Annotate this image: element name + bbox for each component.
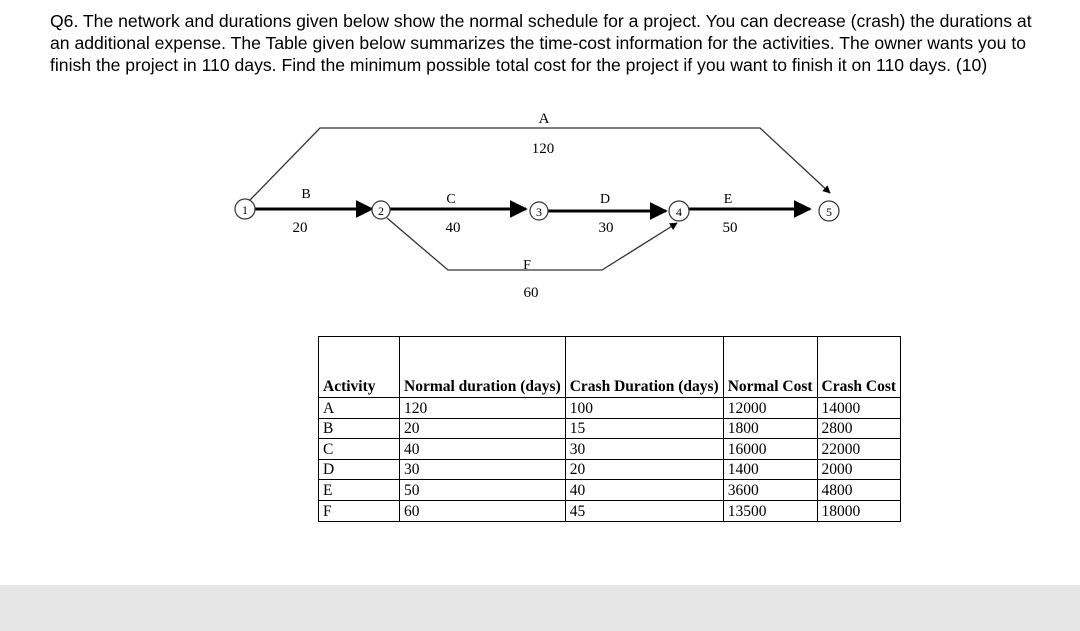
time-cost-table xyxy=(318,336,901,522)
activity-A-duration: 120 xyxy=(531,141,555,157)
table-row xyxy=(319,418,901,439)
cell-normal-cost: 3600 xyxy=(723,480,817,501)
cell-activity: D xyxy=(319,459,400,480)
cell-crash-cost: 22000 xyxy=(817,439,901,460)
cell-normal-cost: 13500 xyxy=(723,500,817,521)
activity-F-label: F xyxy=(523,258,531,273)
activity-E-label: E xyxy=(723,192,733,207)
cell-crash-duration: 20 xyxy=(565,459,723,480)
cell-normal-duration: 120 xyxy=(400,398,566,419)
svg-text:5: 5 xyxy=(826,205,832,219)
footer-bar xyxy=(0,585,1080,631)
node-4 xyxy=(669,201,689,221)
cell-normal-cost: 16000 xyxy=(723,439,817,460)
activity-B-duration: 20 xyxy=(292,220,308,236)
cell-crash-cost: 2800 xyxy=(817,418,901,439)
cell-activity: A xyxy=(319,398,400,419)
header-normal-duration: Normal duration (days) xyxy=(400,337,566,398)
node-1 xyxy=(235,199,255,219)
activity-F-arrow xyxy=(387,218,677,270)
activity-A-label: A xyxy=(538,111,550,127)
activity-A-arrow xyxy=(250,128,830,200)
svg-text:2: 2 xyxy=(378,204,384,218)
cell-normal-duration: 60 xyxy=(400,500,566,521)
activity-F-duration: 60 xyxy=(523,285,539,301)
node-2 xyxy=(372,201,390,219)
cell-normal-duration: 20 xyxy=(400,418,566,439)
cell-normal-duration: 40 xyxy=(400,439,566,460)
cell-activity: C xyxy=(319,439,400,460)
question-text: Q6. The network and durations given below show the normal schedule for a project. You can decrease (crash) the durations at an additional expense. The Table given below summarizes the time-cost information for the activities. The owner wants you to finish the project in 110 days. Find the minimum possible total cost for the project if you want to finish it on 110 days. (10) xyxy=(50,11,1032,75)
activity-B-label: B xyxy=(301,187,311,202)
node-3 xyxy=(530,202,548,220)
cell-crash-duration: 30 xyxy=(565,439,723,460)
header-activity: Activity xyxy=(319,337,400,398)
table-row xyxy=(319,500,901,521)
cell-crash-cost: 4800 xyxy=(817,480,901,501)
activity-C-duration: 40 xyxy=(445,220,461,236)
cell-crash-cost: 18000 xyxy=(817,500,901,521)
table-row xyxy=(319,398,901,419)
cell-crash-cost: 14000 xyxy=(817,398,901,419)
cell-normal-cost: 1400 xyxy=(723,459,817,480)
cell-crash-duration: 40 xyxy=(565,480,723,501)
header-normal-cost: Normal Cost xyxy=(723,337,817,398)
cell-crash-duration: 15 xyxy=(565,418,723,439)
cell-normal-duration: 30 xyxy=(400,459,566,480)
cell-crash-cost: 2000 xyxy=(817,459,901,480)
cell-normal-cost: 1800 xyxy=(723,418,817,439)
activity-E-duration: 50 xyxy=(722,220,738,236)
cell-activity: F xyxy=(319,500,400,521)
header-crash-duration: Crash Duration (days) xyxy=(565,337,723,398)
activity-D-duration: 30 xyxy=(598,220,614,236)
cell-normal-duration: 50 xyxy=(400,480,566,501)
table-row xyxy=(319,459,901,480)
table-row xyxy=(319,439,901,460)
cell-activity: B xyxy=(319,418,400,439)
table-row xyxy=(319,480,901,501)
activity-C-label: C xyxy=(446,192,456,207)
cell-crash-duration: 45 xyxy=(565,500,723,521)
table-header-row xyxy=(319,337,901,398)
cell-normal-cost: 12000 xyxy=(723,398,817,419)
header-crash-cost: Crash Cost xyxy=(817,337,901,398)
node-5 xyxy=(819,201,839,221)
svg-text:4: 4 xyxy=(676,205,682,219)
svg-text:3: 3 xyxy=(536,205,542,219)
svg-text:1: 1 xyxy=(242,203,248,217)
cell-activity: E xyxy=(319,480,400,501)
cell-crash-duration: 100 xyxy=(565,398,723,419)
activity-D-label: D xyxy=(599,192,611,207)
